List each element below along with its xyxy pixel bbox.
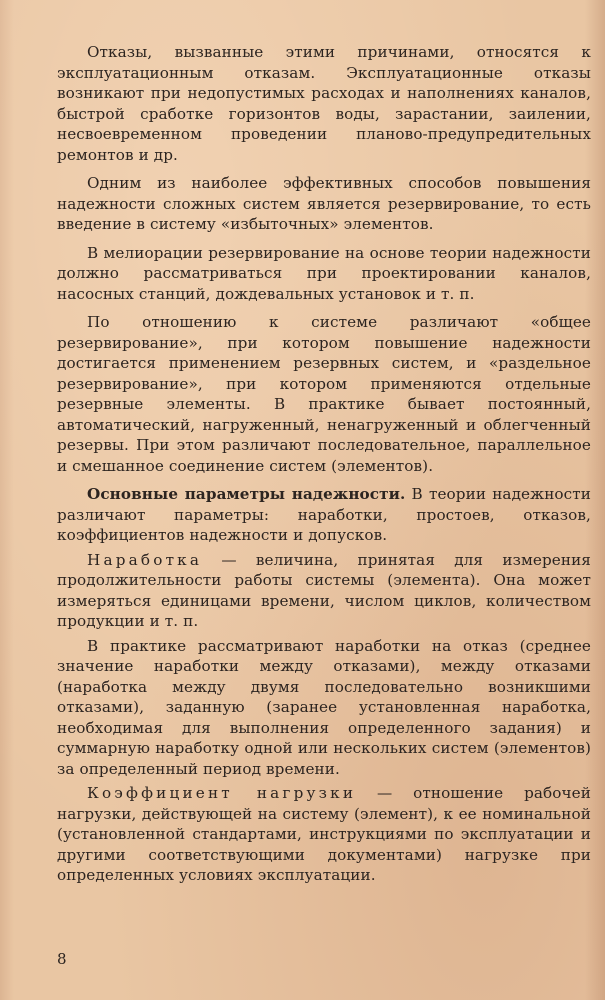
term-load-factor: Коэффициент нагрузки bbox=[87, 784, 357, 802]
paragraph-operating-time-text: — величина, принятая для измерения продолжительности работы системы (элемента). Она может измеряться единицами времени, числом циклов, количеством продукции и т. п. bbox=[57, 550, 591, 630]
paragraph-reliability-parameters bbox=[57, 484, 591, 546]
term-operating-time: Наработка bbox=[87, 550, 203, 569]
paragraph-load-factor-text: — отношение рабочей нагрузки, действующей на систему (элемент), к ее номинальной (установленной стандартами, инструкциями по эксплуатации и другими соответствующими документами) нагрузке при определенных условиях эксплуатации. bbox=[57, 784, 591, 884]
paragraph-operational-failures: Отказы, вызванные этими причинами, относятся к эксплуатационным отказам. Эксплуатационные отказы возникают при недопустимых расходах и наполнениях каналов, быстрой сработке горизонтов воды, зарастании, заилении, несвоевременном проведении планово-предупредительных ремонтов и др. bbox=[57, 43, 591, 164]
paragraph-load-factor bbox=[57, 783, 591, 886]
paragraph-melioration-redundancy: В мелиорации резервирование на основе теории надежности должно рассматриваться при проектировании каналов, насосных станций, дождевальных установок и т. п. bbox=[57, 243, 591, 303]
paragraph-redundancy-types: По отношению к системе различают «общее резервирование», при котором повышение надежности достигается применением резервных систем, и «раздельное резервирование», при котором применяются отдельные резервные элементы. В практике бывает постоянный, автоматический, нагруженный, ненагруженный и облегченный резервы. При этом различают последовательное, параллельное и смешанное соединение систем (элементов). bbox=[57, 313, 591, 475]
paragraph-operating-time bbox=[57, 550, 591, 632]
body-text bbox=[57, 42, 591, 894]
paragraph-reliability-parameters-text: В теории надежности различают параметры: наработки, простоев, отказов, коэффициентов надежности и допусков. bbox=[57, 485, 591, 544]
paragraph-redundancy-definition: Одним из наиболее эффективных способов повышения надежности сложных систем является резервирование, то есть введение в систему «избыточных» элементов. bbox=[57, 174, 591, 233]
paragraph-operating-time-kinds: В практике рассматривают наработки на отказ (среднее значение наработки между отказами), между отказами (наработка между двумя последовательно возникшими отказами), заданную (заранее установленная наработка, необходимая для выполнения определенного задания) и суммарную наработку одной или нескольких систем (элементов) за определенный период времени. bbox=[57, 636, 591, 778]
page-number: 8 bbox=[57, 950, 67, 968]
section-heading: Основные параметры надежности. bbox=[87, 485, 406, 503]
